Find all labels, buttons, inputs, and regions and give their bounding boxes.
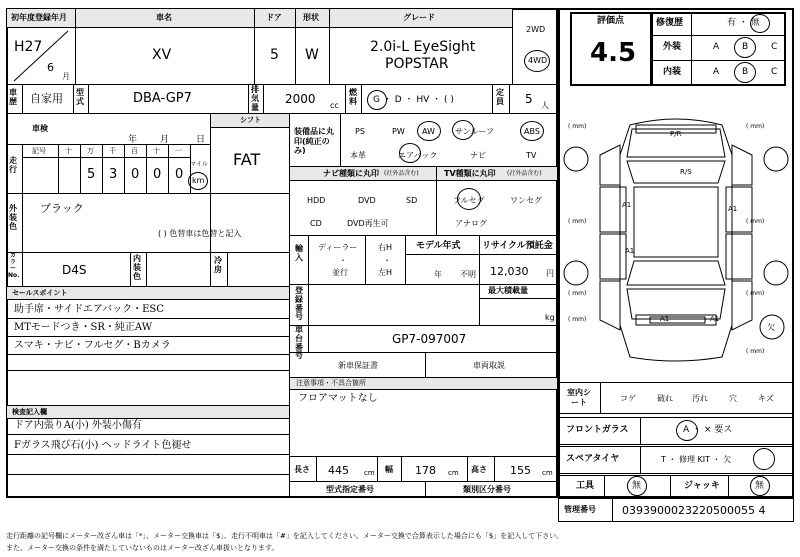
equipment-airbag: エアバック [398,151,438,160]
door-label: ドア [266,13,282,22]
color-no-row [6,252,290,287]
seat-opt-kizu: キズ [758,394,774,403]
footer-line-1: 走行距離の記号欄にメーター改ざん車は「*」、メーター交換車は「$」、走行不明車は「#」を記入してください。メーター交換で合算表示した場合にも「$」を記入して下さい。 [6,532,564,540]
seat-opt-yogore: 汚れ [692,394,708,403]
mileage-col-3: 千 [109,147,116,155]
model-year-value: 不明 [460,270,476,279]
color-no-label: カラーNo. [8,252,20,279]
mark-a1-right: A1 [728,205,738,213]
grade-score-value: 4.5 [590,38,637,68]
spare-options: T ・ 修理 KIT ・ 欠 [661,455,732,464]
type-no-label: 型式指定番号 [326,485,374,494]
equipment-pw: PW [392,127,405,136]
navi-dvd: DVD [358,196,376,205]
import-dealer: ディーラー [318,243,358,252]
mm-label-7: ( mm) [568,316,587,323]
length-label: 長さ [294,465,310,474]
mileage-digit-3: 0 [131,167,140,182]
notes-value: フロアマットなし [298,393,378,404]
inspection-label: 車検 [32,124,48,133]
navi-note: (社外品含む) [384,170,419,177]
mark-a1-left-rear: A1 [625,247,635,255]
shape-value: W [305,47,319,63]
management-value: 0393900023220500055 4 [622,504,766,517]
recycle-label: リサイクル預託金 [482,241,553,251]
model-label: 型式 [76,88,84,106]
recycle-value: 12,030 [490,265,529,278]
drive-box [512,8,558,85]
jack-label: ジャッキ [684,481,720,491]
drive-4wd: 4WD [528,56,548,65]
navi-cd: CD [310,219,322,228]
height-label: 高さ [471,465,487,474]
interior-grade-a: A [713,67,720,77]
warranty-new-car: 新車保証書 [338,361,378,370]
windshield-label: フロントガラス [566,425,629,435]
spare-label: スペアタイヤ [566,454,620,464]
first-reg-month: 6 [47,61,54,74]
length-unit: cm [364,469,375,477]
tv-analog: アナログ [455,219,487,228]
exterior-grade-a: A [713,42,720,52]
displacement-value: 2000 [285,92,316,106]
color-no-value: D4S [62,263,87,277]
usage-label: 車歴 [9,88,17,106]
width-value: 178 [415,464,436,477]
management-label: 管理番号 [564,505,596,514]
interior-grade-c: C [771,67,778,77]
exterior-label: 外装色 [9,204,17,231]
equipment-leather: 本革 [350,151,366,160]
repair-options: 有 ・ 無 [727,18,760,28]
mileage-col-2: 万 [87,147,94,155]
navi-dvd-play: DVD再生可 [347,219,389,228]
mileage-digit-2: 3 [109,167,118,182]
sales-point-3: スマキ・ナビ・フルセグ・Bカメラ [14,340,171,351]
inspector-label: 検査記入欄 [12,408,47,416]
tools-label: 工具 [576,481,595,491]
import-parallel: 並行 [332,268,348,277]
exterior-color-change-note: ( ) 色替車は色替と記入 [158,229,242,238]
car-damage-diagram [560,95,792,375]
tools-value: 無 [632,481,642,491]
inspection-month: 月 [160,135,170,145]
capacity-value: 5 [525,92,533,106]
interior-grade-label: 内装 [663,67,682,77]
mark-a1-left-door: A1 [622,201,632,209]
grade-score-label: 評価点 [597,16,625,26]
mileage-label: 走行 [9,156,17,174]
mileage-unit-km: km [192,176,205,185]
equipment-navi: ナビ [470,151,486,160]
fuel-label: 燃料 [349,88,357,106]
car-name-value: XV [152,47,172,63]
inspection-day: 日 [196,135,206,145]
import-left-h: 左H [378,268,393,277]
seat-opt-yabure: 破れ [657,394,673,403]
mm-label-6: ( mm) [746,290,765,297]
mark-a1-rear-1: A1 [660,315,670,323]
mileage-col-1: 十 [65,147,72,155]
shape-label: 形状 [303,13,319,22]
mark-pr: P/R [670,130,682,138]
import-label: 輸入 [295,244,303,262]
mileage-col-4: 百 [131,147,138,155]
mm-label-5: ( mm) [568,290,587,297]
tv-note: (社外品含む) [507,170,542,177]
mm-label-2: ( mm) [746,123,765,130]
shift-label: シフト [240,116,261,124]
drive-2wd: 2WD [526,25,546,34]
chassis-label: 車台番号 [295,325,303,361]
import-right-h: 右H [378,243,393,252]
seat-label: 室内シート [567,388,591,408]
warranty-row [289,352,558,378]
interior-color-label: 内装色 [133,254,141,281]
equipment-aw: AW [422,127,435,136]
max-load-unit: kg [545,313,555,322]
sales-points-label: セールスポイント [12,289,68,297]
door-value: 5 [270,47,279,63]
height-value: 155 [510,464,531,477]
exterior-grade-b: B [742,42,749,52]
notes-label: 注意事項・不具合箇所 [296,379,366,387]
model-year-unit: 年 [434,270,442,279]
class-no-label: 類別区分番号 [463,485,511,494]
equipment-sunroof: サンルーフ [455,127,494,136]
chassis-value: GP7-097007 [392,332,467,346]
grade-line2: POPSTAR [385,56,449,72]
length-value: 445 [328,464,349,477]
warranty-manual: 車両取説 [473,361,505,370]
navi-label: ナビ種類に丸印 [323,169,379,178]
mm-label-3: ( mm) [568,218,587,225]
model-year-label: モデル年式 [416,241,461,251]
equipment-abs: ABS [524,127,540,136]
repair-label: 修復歴 [656,18,684,28]
grade-line1: 2.0i-L EyeSight [370,39,476,55]
grade-label: グレード [403,13,435,22]
mileage-col-6: 一 [175,147,182,155]
capacity-label: 定員 [496,88,504,106]
displacement-label: 排気量 [251,85,259,112]
first-reg-label: 初年度登録年月 [11,13,67,22]
first-reg-era-year: H27 [14,39,43,55]
windshield-options: A ・ × 要ス [683,425,733,435]
seat-opt-ana: 穴 [729,394,737,403]
mm-label-8: ( mm) [746,348,765,355]
height-unit: cm [542,469,553,477]
mm-label-4: ( mm) [746,218,765,225]
mark-missing: 欠 [767,323,775,332]
tv-fullseg: フルセグ [453,196,485,205]
mileage-col-5: 十 [153,147,160,155]
navi-hdd: HDD [307,196,326,205]
mileage-digit-4: 0 [153,167,162,182]
sales-point-1: 助手席・サイドエアバック・ESC [14,304,164,315]
fuel-options: G ・ D ・ HV ・ ( ) [373,95,454,105]
car-name-label: 車名 [156,13,172,22]
tv-label: TV種類に丸印 [444,169,496,178]
tv-oneseg: ワンセグ [510,196,542,205]
jack-value: 無 [755,481,765,491]
seat-opt-koge: コゲ [620,394,636,403]
width-label: 幅 [385,465,393,474]
footer-line-2: また、メーター交換の条件を満たしていないものはメーター改ざん車扱いとなります。 [6,544,279,552]
first-reg-month-unit: 月 [62,72,70,81]
max-load-label: 最大積載量 [488,286,528,295]
cooler-label: 冷房 [214,256,222,274]
navi-sd: SD [406,196,418,205]
interior-grade-b: B [742,67,749,77]
width-unit: cm [448,469,459,477]
exterior-grade-label: 外装 [663,42,682,52]
exterior-value: ブラック [40,202,84,215]
mileage-digit-5: 0 [175,167,184,182]
registration-label: 登録番号 [295,286,303,322]
exterior-grade-c: C [771,42,778,52]
capacity-unit: 人 [541,101,549,110]
equipment-tv: TV [526,151,537,160]
shift-value: FAT [233,150,261,169]
mark-rs: R/S [680,168,692,176]
equipment-ps: PS [355,127,365,136]
recycle-unit: 円 [546,269,554,278]
model-value: DBA-GP7 [133,91,192,106]
inspector-line-2: Fガラス飛び石(小) ヘッドライト色褪せ [14,440,192,451]
displacement-unit: cc [330,101,339,110]
mark-a1-rear-2: A1 [710,315,720,323]
sales-point-2: MTモードつき・SR・純正AW [14,322,152,333]
mileage-unit-mile: マイル [190,161,208,168]
inspector-line-1: ドア内張りA(小) 外装小傷有 [14,420,142,431]
mm-label-1: ( mm) [568,123,587,130]
inspection-year: 年 [128,135,138,145]
equipment-label: 装備品に丸印(純正のみ) [294,127,334,156]
usage-value: 自家用 [30,92,63,105]
mileage-digit-1: 5 [87,167,96,182]
spare-selected-circle [753,448,775,470]
mileage-col-0: 記号 [32,147,46,155]
